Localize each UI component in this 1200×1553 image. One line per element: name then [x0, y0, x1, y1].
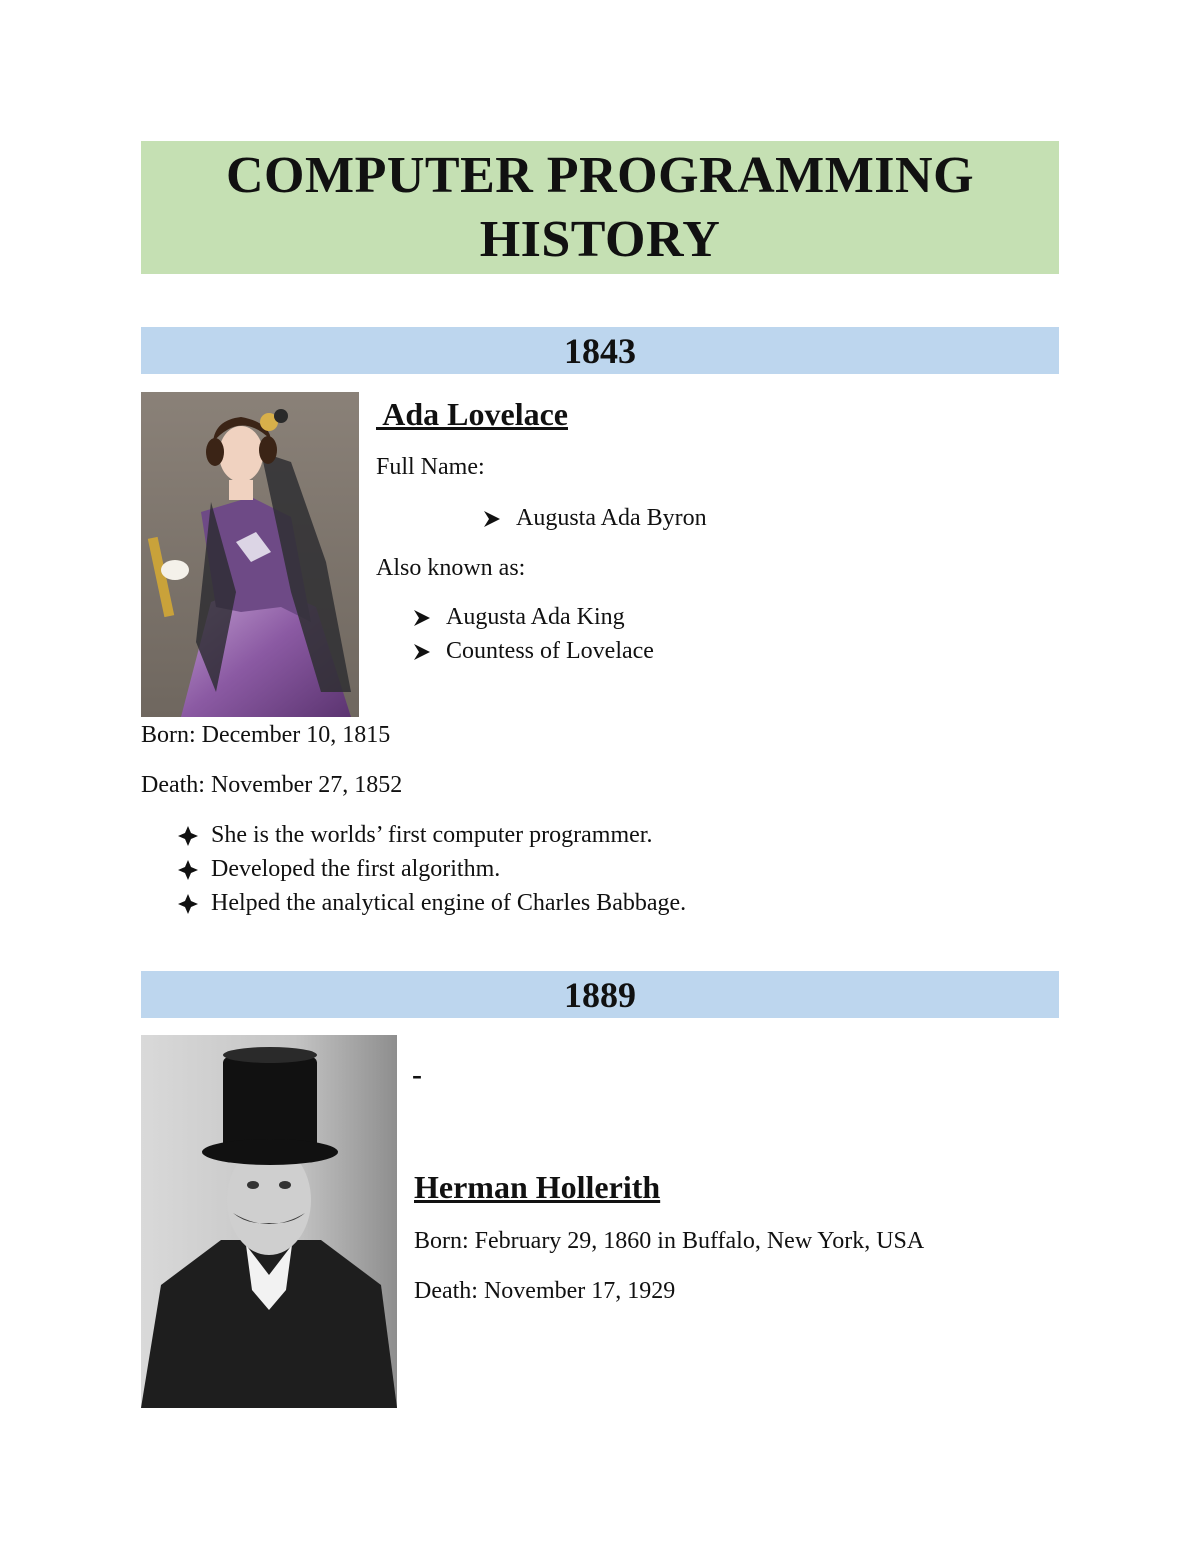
herman-hollerith-portrait [141, 1035, 397, 1408]
arrow-bullet-icon [482, 509, 502, 529]
diamond-bullet-icon [177, 825, 199, 847]
person-name-ada-lovelace: Ada Lovelace [376, 396, 568, 432]
ada-lovelace-portrait [141, 392, 359, 717]
full-name-text: Augusta Ada Byron [516, 505, 707, 531]
year-header-1843: 1843 [141, 327, 1059, 374]
fact-text: Developed the first algorithm. [211, 856, 501, 882]
aka-text: Augusta Ada King [446, 604, 625, 630]
aka-text: Countess of Lovelace [446, 638, 654, 664]
diamond-bullet-icon [177, 893, 199, 915]
death-date-hollerith: Death: November 17, 1929 [414, 1278, 676, 1304]
fact-item [177, 890, 686, 917]
separator-dash: - [412, 1058, 422, 1091]
arrow-bullet-icon [412, 608, 432, 628]
aka-label: Also known as: [376, 555, 526, 581]
fact-item [177, 822, 652, 849]
born-date-ada: Born: December 10, 1815 [141, 722, 391, 748]
full-name-item [482, 505, 707, 532]
born-date-hollerith: Born: February 29, 1860 in Buffalo, New York, USA [414, 1228, 925, 1254]
page-title: COMPUTER PROGRAMMING HISTORY [225, 146, 975, 268]
aka-item [412, 638, 654, 665]
year-header-1889: 1889 [141, 971, 1059, 1018]
title-banner [141, 141, 1059, 274]
fact-item [177, 856, 500, 883]
fact-text: Helped the analytical engine of Charles Babbage. [211, 890, 687, 916]
death-date-ada: Death: November 27, 1852 [141, 772, 403, 798]
person-name-herman-hollerith: Herman Hollerith [414, 1169, 661, 1205]
diamond-bullet-icon [177, 859, 199, 881]
aka-item [412, 604, 625, 631]
fact-text: She is the worlds’ first computer programmer. [211, 822, 653, 848]
arrow-bullet-icon [412, 642, 432, 662]
full-name-label: Full Name: [376, 454, 485, 480]
